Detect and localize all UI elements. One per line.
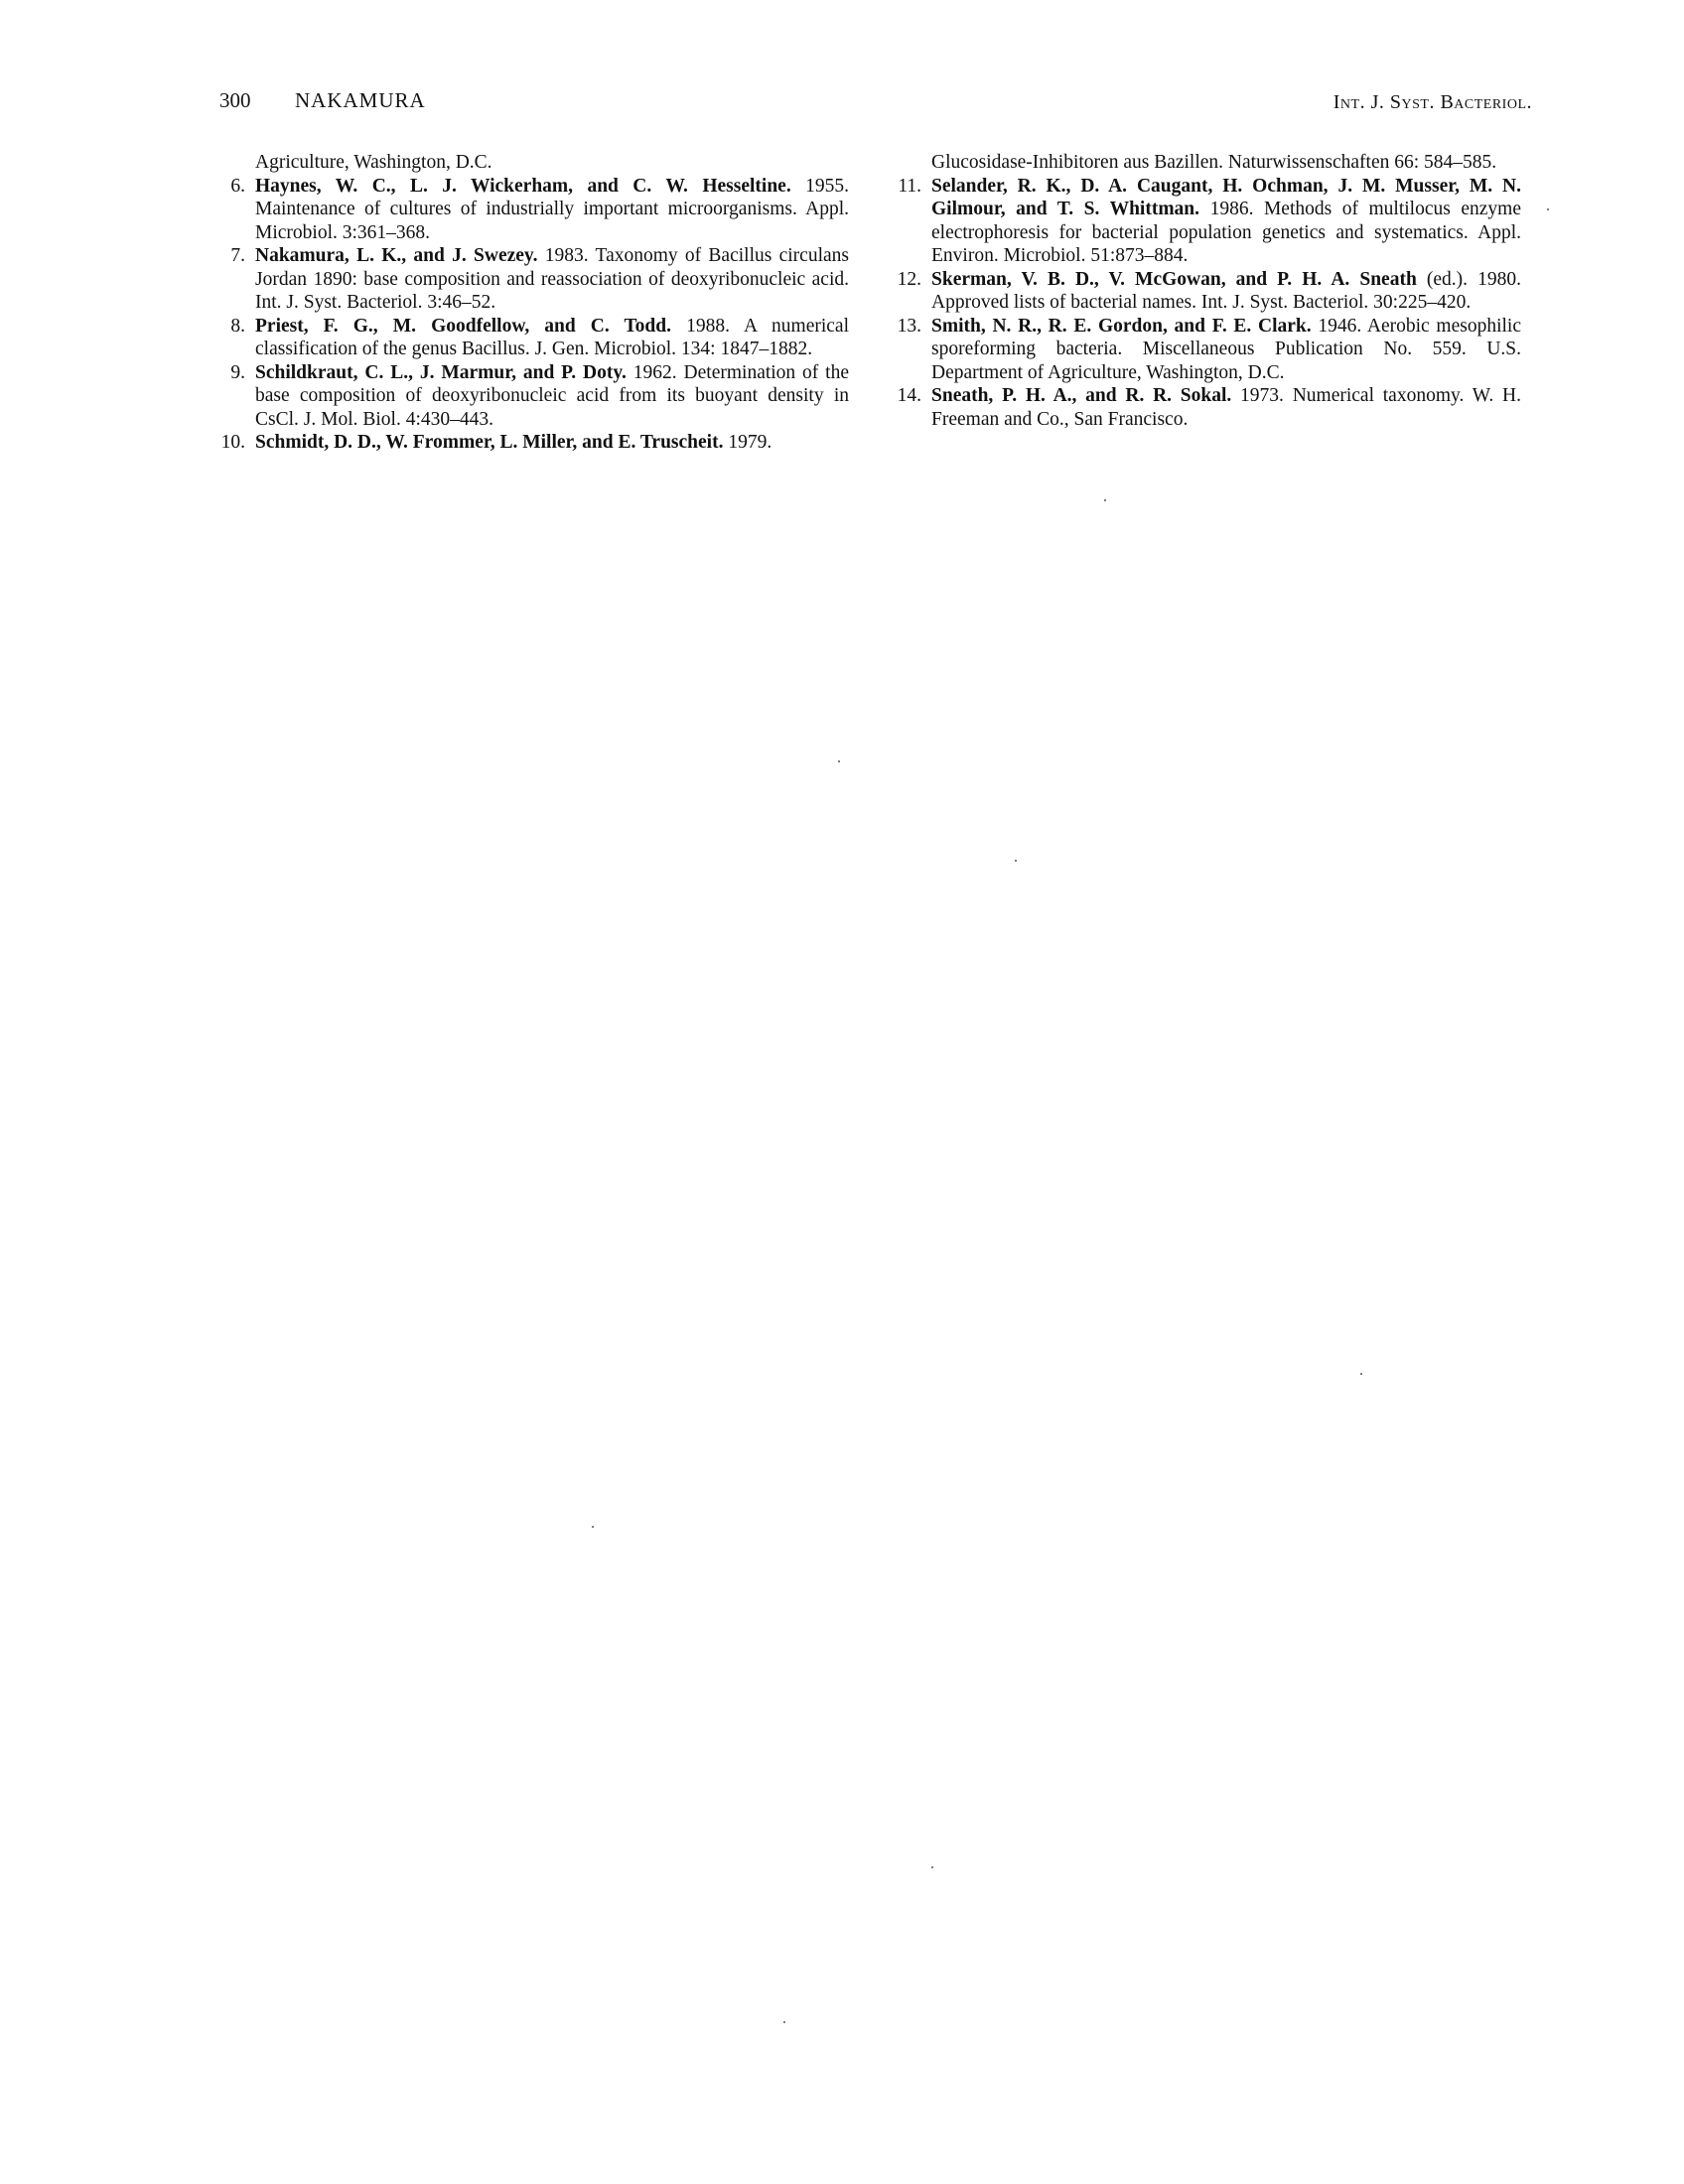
reference-number: 7.: [230, 245, 245, 266]
reference-number: 13.: [897, 315, 921, 337]
reference-authors: Schmidt, D. D., W. Frommer, L. Miller, and E. Truscheit.: [255, 432, 724, 453]
reference-authors: Priest, F. G., M. Goodfellow, and C. Todd.: [255, 315, 671, 337]
scan-speck: [1360, 1373, 1362, 1375]
reference-authors: Skerman, V. B. D., V. McGowan, and P. H. A. Sneath: [931, 268, 1417, 290]
reference-continuation: Agriculture, Washington, D.C.: [255, 152, 492, 173]
reference-details: 1946. Aerobic mesophilic sporeforming bacteria. Miscellaneous Publication No. 559. U.S. Department of Agriculture, Washington, D.C.: [931, 315, 1521, 383]
reference-details: (ed.). 1980. Approved lists of bacterial names. Int. J. Syst. Bacteriol. 30:225–420.: [931, 268, 1521, 313]
running-head-journal: Int. J. Syst. Bacteriol.: [1333, 91, 1532, 113]
reference-item: [215, 361, 849, 432]
reference-authors: Schildkraut, C. L., J. Marmur, and P. Doty.: [255, 361, 627, 383]
reference-authors: Nakamura, L. K., and J. Swezey.: [255, 245, 538, 266]
reference-details: 1973. Numerical taxonomy. W. H. Freeman and Co., San Francisco.: [931, 385, 1521, 430]
reference-authors: Haynes, W. C., L. J. Wickerham, and C. W. Hesseltine.: [255, 175, 791, 197]
page-number: 300: [219, 88, 251, 112]
reference-number: 6.: [230, 175, 245, 197]
reference-number: 14.: [897, 385, 921, 406]
reference-number: 9.: [230, 361, 245, 383]
reference-authors: Selander, R. K., D. A. Caugant, H. Ochman, J. M. Musser, M. N. Gilmour, and T. S. Whittman.: [931, 175, 1521, 219]
scan-speck: [592, 1526, 594, 1528]
scan-speck: [931, 1866, 933, 1868]
reference-list: [892, 175, 1521, 432]
reference-item: [892, 175, 1521, 268]
reference-details: 1986. Methods of multilocus enzyme electrophoresis for bacterial population genetics and systematics. Appl. Environ. Microbiol. 51:873–884.: [931, 199, 1522, 266]
reference-authors: Smith, N. R., R. E. Gordon, and F. E. Clark.: [931, 315, 1312, 337]
reference-authors: Sneath, P. H. A., and R. R. Sokal.: [931, 385, 1232, 406]
reference-number: 11.: [898, 175, 921, 197]
scan-speck: [1104, 499, 1106, 501]
reference-list: [215, 175, 849, 455]
reference-details: 1962. Determination of the base composition of deoxyribonucleic acid from its buoyant density in CsCl. J. Mol. Biol. 4:430–443.: [255, 361, 849, 430]
scan-speck: [1015, 860, 1017, 862]
references-right-column: [892, 151, 1521, 431]
reference-details: 1955. Maintenance of cultures of industrially important microorganisms. Appl. Microbiol. 3:361–368.: [255, 175, 849, 243]
references-left-column: [215, 151, 849, 455]
reference-item: [215, 244, 849, 315]
running-head-author: NAKAMURA: [295, 88, 426, 112]
scan-speck: [838, 760, 840, 762]
reference-details: 1979.: [723, 432, 772, 453]
reference-item: [215, 315, 849, 361]
reference-item: [215, 431, 849, 455]
reference-item: [892, 315, 1521, 385]
reference-item: [215, 175, 849, 245]
reference-details: 1983. Taxonomy of Bacillus circulans Jordan 1890: base composition and reassociation of deoxyribonucleic acid. Int. J. Syst. Bacteriol. 3:46–52.: [255, 245, 849, 313]
reference-item: [892, 268, 1521, 315]
reference-number: 10.: [220, 432, 245, 453]
reference-item: [892, 384, 1521, 431]
reference-continuation: Glucosidase-Inhibitoren aus Bazillen. Naturwissenschaften 66: 584–585.: [931, 152, 1497, 173]
reference-details: 1988. A numerical classification of the genus Bacillus. J. Gen. Microbiol. 134: 1847–1882.: [255, 315, 849, 359]
reference-number: 12.: [897, 268, 921, 290]
reference-number: 8.: [230, 315, 245, 337]
scan-speck: [783, 2021, 785, 2023]
scan-speck: [1547, 208, 1549, 210]
